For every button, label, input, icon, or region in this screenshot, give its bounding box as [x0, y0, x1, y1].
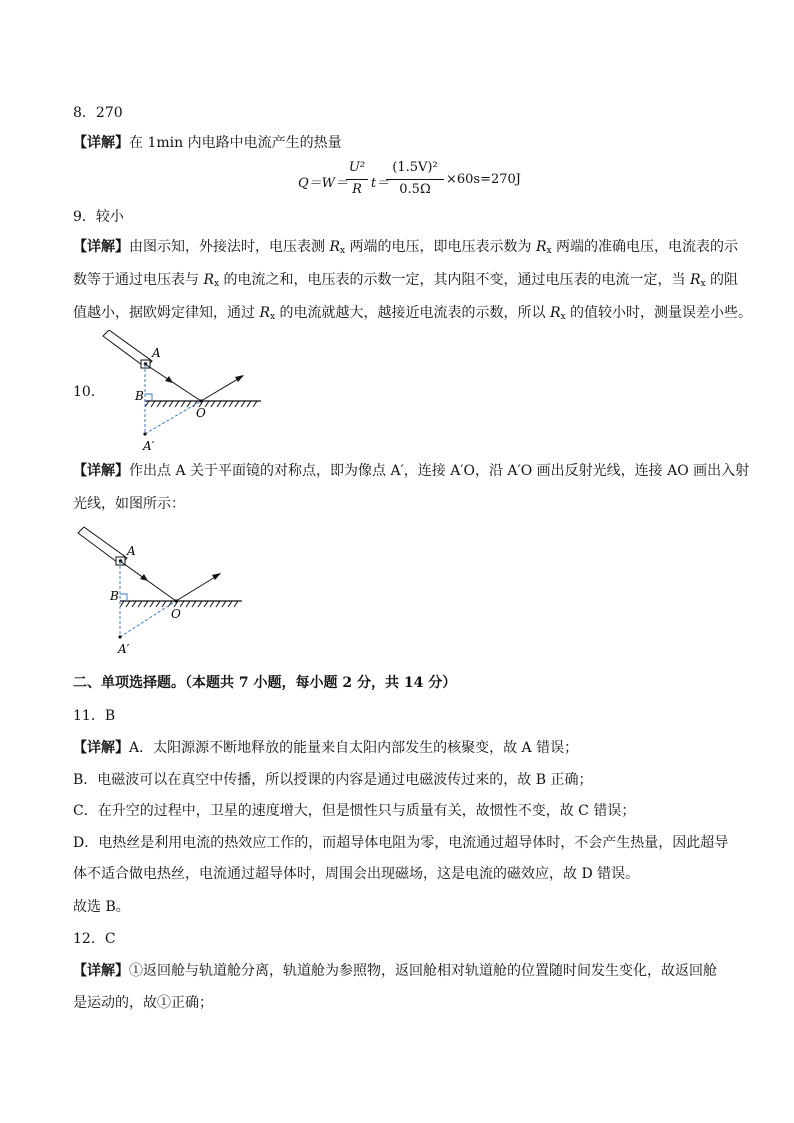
q9-line-2 [73, 270, 738, 294]
formula-t: t＝ [371, 176, 390, 191]
rx-letter: R [689, 272, 701, 288]
rx-subscript: x [700, 279, 706, 289]
q11-number: 11．B [73, 708, 116, 724]
formula-den2: 0.5Ω [399, 182, 431, 197]
rx-symbol [550, 305, 566, 321]
detail-tag: 【详解】 [73, 740, 129, 756]
label-o: O [196, 406, 206, 420]
q11-choice: 故选 B。 [73, 899, 130, 915]
label-b: B [110, 589, 119, 603]
arrow-icon [140, 574, 148, 581]
image-line [120, 601, 176, 637]
rx-letter: R [203, 272, 214, 288]
q11-text: A．太阳源源不断地释放的能量来自太阳内部发生的核聚变，故 A 错误； [129, 740, 579, 756]
rx-subscript: x [546, 246, 552, 256]
q9-text: 值越小，据欧姆定律知，通过 [73, 305, 260, 321]
label-a: A [127, 544, 136, 558]
reflection-diagram-1 [95, 330, 270, 455]
label-o: O [171, 607, 181, 621]
rx-letter: R [535, 239, 547, 255]
rx-letter: R [259, 305, 270, 321]
rx-symbol [329, 239, 345, 255]
q9-text: 两端的电压，即电压表示数为 [345, 239, 536, 255]
q10-text: 作出点 A 关于平面镜的对称点，即为像点 A′，连接 A′O，沿 A′O 画出反射光线，连接 AO 画出入射 [129, 463, 750, 479]
section-heading: 二、单项选择题。（本题共 7 小题，每小题 2 分，共 14 分） [73, 675, 457, 691]
light-source [78, 527, 127, 565]
rx-symbol [690, 272, 706, 288]
formula-lhs: Q＝W＝ [298, 176, 349, 191]
q9-number: 9．较小 [73, 209, 124, 225]
label-b: B [135, 389, 144, 403]
point-o [174, 599, 177, 602]
q11-option-b: B．电磁波可以在真空中传播，所以授课的内容是通过电磁波传过来的，故 B 正确； [73, 772, 593, 788]
right-angle-mark [145, 394, 152, 401]
q12-number: 12．C [73, 931, 116, 947]
rx-symbol [259, 305, 275, 321]
arrow-icon [165, 376, 173, 383]
formula-rhs: ×60s=270J [446, 172, 522, 187]
q8-explanation [73, 133, 342, 153]
rx-subscript: x [340, 246, 346, 256]
image-line [145, 401, 201, 434]
reflection-diagram-2 [70, 525, 250, 655]
q11-option-c: C．在升空的过程中，卫星的速度增大，但是惯性只与质量有关，故惯性不变，故 C 错误； [73, 803, 636, 819]
formula-den1: R [352, 182, 362, 197]
fraction-bar [386, 179, 444, 180]
rx-subscript: x [214, 279, 220, 289]
q10-line-1 [73, 461, 749, 481]
formula-num1: U² [348, 160, 366, 175]
rx-letter: R [549, 305, 561, 321]
detail-tag: 【详解】 [73, 239, 129, 255]
light-source [103, 330, 152, 368]
label-a-prime: A′ [118, 642, 130, 655]
q11-option-d-1: D．电热丝是利用电流的热效应工作的，而超导体电阻为零，电流通过超导体时，不会产生热量，因此超导 [73, 835, 729, 851]
q12-line-1 [73, 961, 717, 981]
q9-line-3 [73, 303, 752, 327]
fraction-bar [346, 179, 368, 180]
reflected-ray [176, 574, 220, 601]
arrow-icon [235, 375, 244, 382]
point-a-prime [143, 432, 146, 435]
detail-tag: 【详解】 [73, 135, 129, 151]
q9-text: 的电流之和，电压表的示数一定，其内阻不变，通过电压表的电流一定，当 [219, 272, 690, 288]
label-a: A [152, 346, 161, 360]
q8-number: 8．270 [73, 105, 123, 121]
q9-line-1 [73, 237, 738, 261]
q10-number: 10． [73, 384, 105, 400]
q9-text: 由图示知，外接法时，电压表测 [129, 239, 330, 255]
arrow-icon [212, 573, 221, 580]
q9-text: 的值较小时，测量误差小些。 [565, 305, 753, 321]
q9-text: 的阻 [705, 272, 739, 288]
rx-subscript: x [560, 312, 566, 322]
rx-symbol [203, 272, 219, 288]
label-a-prime: A′ [143, 439, 155, 453]
rx-subscript: x [270, 312, 276, 322]
heat-formula [298, 160, 558, 202]
rx-symbol [536, 239, 552, 255]
q8-text: 在 1min 内电路中电流产生的热量 [129, 135, 342, 151]
right-angle-mark [120, 594, 127, 601]
point-a-prime [118, 635, 121, 638]
q12-line-2: 是运动的，故①正确； [73, 995, 213, 1011]
q9-text: 数等于通过电压表与 [73, 272, 204, 288]
q9-text: 两端的准确电压，电流表的示 [551, 239, 739, 255]
incident-ray [145, 364, 201, 401]
point-o [199, 399, 202, 402]
detail-tag: 【详解】 [73, 463, 129, 479]
q11-option-d-2: 体不适合做电热丝，电流通过超导体时，周围会出现磁场，这是电流的磁效应，故 D 错误。 [73, 866, 640, 882]
rx-letter: R [329, 239, 340, 255]
formula-num2: (1.5V)² [392, 160, 438, 175]
q12-text: ①返回舱与轨道舱分离，轨道舱为参照物，返回舱相对轨道舱的位置随时间发生变化，故返回舱 [129, 963, 717, 979]
q10-line-2: 光线，如图所示： [73, 496, 185, 512]
detail-tag: 【详解】 [73, 963, 129, 979]
q11-option-a [73, 738, 578, 758]
q9-text: 的电流就越大，越接近电流表的示数，所以 [275, 305, 550, 321]
